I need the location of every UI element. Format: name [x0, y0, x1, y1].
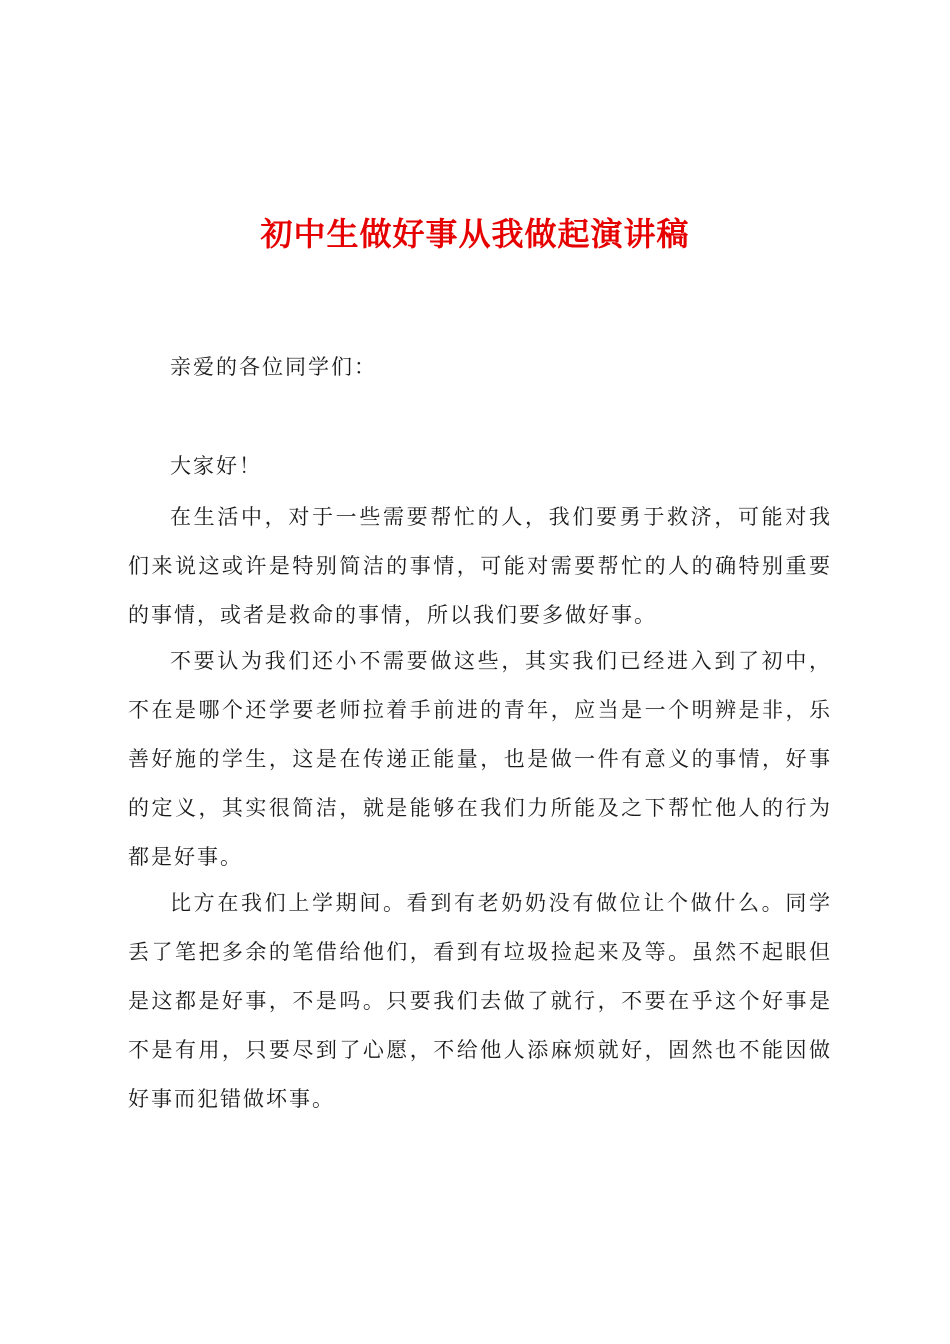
paragraph-2: 不要认为我们还小不需要做这些，其实我们已经进入到了初中，不在是哪个还学要老师拉着手前进的青年，应当是一个明辨是非，乐善好施的学生，这是在传递正能量，也是做一件有意义的事情，好事的定义，其实很简洁，就是能够在我们力所能及之下帮忙他人的行为都是好事。 [128, 649, 832, 869]
document-title: 初中生做好事从我做起演讲稿 [260, 215, 690, 253]
paragraph-3: 比方在我们上学期间。看到有老奶奶没有做位让个做什么。同学丢了笔把多余的笔借给他们，看到有垃圾捡起来及等。虽然不起眼但是这都是好事，不是吗。只要我们去做了就行，不要在乎这个好事是不是有用，只要尽到了心愿，不给他人添麻烦就好，固然也不能因做好事而犯错做坏事。 [128, 891, 832, 1111]
paragraph-1: 在生活中，对于一些需要帮忙的人，我们要勇于救济，可能对我们来说这或许是特别简洁的事情，可能对需要帮忙的人的确特别重要的事情，或者是救命的事情，所以我们要多做好事。 [128, 505, 832, 627]
salutation: 亲爱的各位同学们： [170, 355, 377, 379]
greeting: 大家好！ [170, 454, 262, 478]
